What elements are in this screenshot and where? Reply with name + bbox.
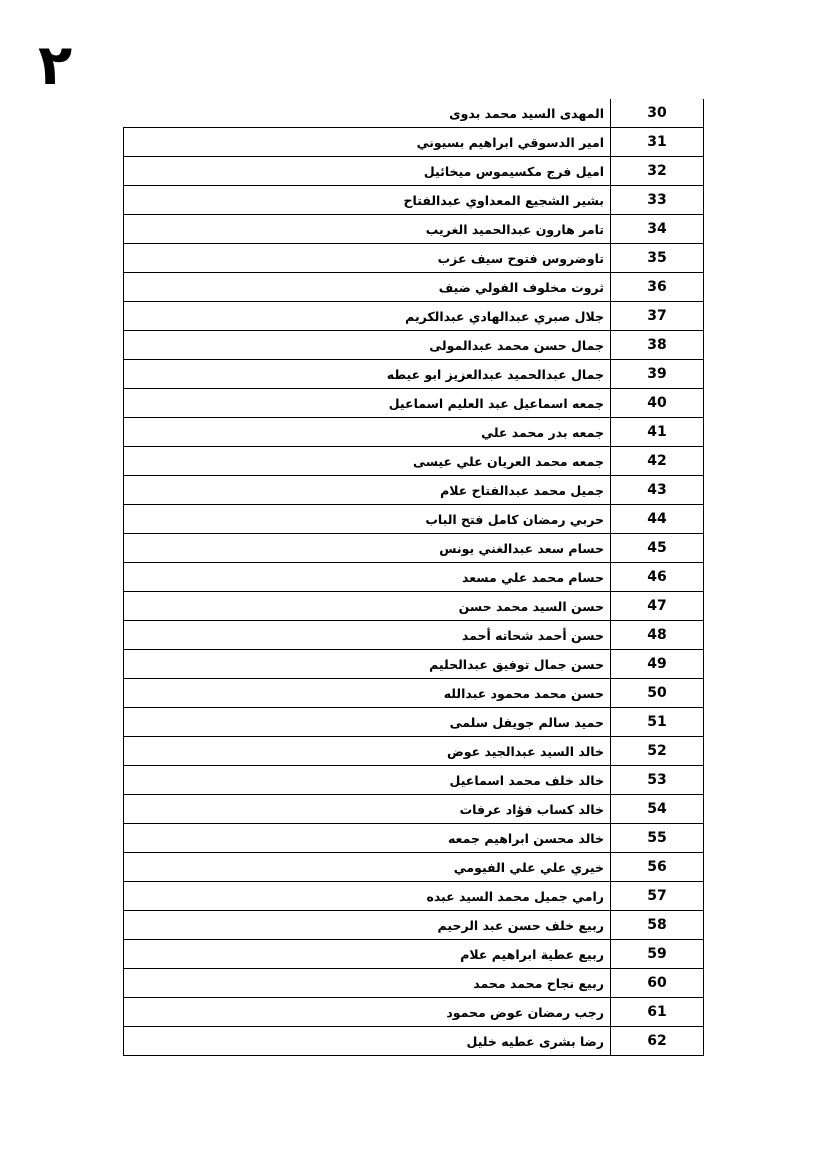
names-table-body	[124, 99, 704, 1056]
row-name: امير الدسوقي ابراهيم بسيوني	[124, 128, 611, 157]
table-row	[124, 157, 704, 186]
row-name: ربيع عطية ابراهيم علام	[124, 940, 611, 969]
table-row	[124, 940, 704, 969]
row-name: جلال صبري عبدالهادي عبدالكريم	[124, 302, 611, 331]
row-name: اميل فرج مكسيموس ميخائيل	[124, 157, 611, 186]
table-row	[124, 650, 704, 679]
row-name: بشير الشجيع المعداوي عبدالفتاح	[124, 186, 611, 215]
row-name: ربيع خلف حسن عبد الرحيم	[124, 911, 611, 940]
row-name: جمال حسن محمد عبدالمولى	[124, 331, 611, 360]
row-name: حسن أحمد شحاته أحمد	[124, 621, 611, 650]
row-name: المهدى السيد محمد بدوى	[124, 99, 611, 128]
row-number: 55	[611, 824, 704, 853]
table-row	[124, 331, 704, 360]
row-number: 45	[611, 534, 704, 563]
table-row	[124, 128, 704, 157]
table-row	[124, 215, 704, 244]
row-number: 47	[611, 592, 704, 621]
table-row	[124, 1027, 704, 1056]
row-number: 58	[611, 911, 704, 940]
table-row	[124, 766, 704, 795]
names-table-container	[123, 99, 704, 1056]
row-name: خالد خلف محمد اسماعيل	[124, 766, 611, 795]
table-row	[124, 824, 704, 853]
row-number: 46	[611, 563, 704, 592]
row-number: 41	[611, 418, 704, 447]
row-number: 42	[611, 447, 704, 476]
row-number: 61	[611, 998, 704, 1027]
row-number: 51	[611, 708, 704, 737]
row-name: خالد كساب فؤاد عرفات	[124, 795, 611, 824]
row-name: حسام محمد علي مسعد	[124, 563, 611, 592]
table-row	[124, 708, 704, 737]
table-row	[124, 795, 704, 824]
row-name: خيري علي علي الفيومي	[124, 853, 611, 882]
row-name: رامي جميل محمد السيد عبده	[124, 882, 611, 911]
table-row	[124, 563, 704, 592]
row-name: حربي رمضان كامل فتح الباب	[124, 505, 611, 534]
row-number: 60	[611, 969, 704, 998]
row-number: 35	[611, 244, 704, 273]
row-name: حميد سالم جويفل سلمى	[124, 708, 611, 737]
table-row	[124, 244, 704, 273]
row-number: 31	[611, 128, 704, 157]
row-number: 38	[611, 331, 704, 360]
row-name: تامر هارون عبدالحميد الغريب	[124, 215, 611, 244]
row-number: 53	[611, 766, 704, 795]
page-number: ٢	[38, 33, 73, 98]
names-table	[123, 99, 704, 1056]
row-number: 50	[611, 679, 704, 708]
table-row	[124, 273, 704, 302]
row-number: 52	[611, 737, 704, 766]
row-name: خالد محسن ابراهيم جمعه	[124, 824, 611, 853]
table-row	[124, 186, 704, 215]
table-row	[124, 621, 704, 650]
row-name: جمعه اسماعيل عبد العليم اسماعيل	[124, 389, 611, 418]
row-number: 44	[611, 505, 704, 534]
table-row	[124, 679, 704, 708]
row-name: حسن جمال توفيق عبدالحليم	[124, 650, 611, 679]
row-number: 34	[611, 215, 704, 244]
table-row	[124, 534, 704, 563]
table-row	[124, 99, 704, 128]
table-row	[124, 505, 704, 534]
row-number: 62	[611, 1027, 704, 1056]
row-name: ثروت مخلوف الفولي ضيف	[124, 273, 611, 302]
row-name: حسام سعد عبدالغني يونس	[124, 534, 611, 563]
row-number: 36	[611, 273, 704, 302]
row-name: جمال عبدالحميد عبدالعزيز ابو عيطه	[124, 360, 611, 389]
table-row	[124, 447, 704, 476]
table-row	[124, 882, 704, 911]
row-name: حسن محمد محمود عبدالله	[124, 679, 611, 708]
row-name: حسن السيد محمد حسن	[124, 592, 611, 621]
table-row	[124, 302, 704, 331]
table-row	[124, 737, 704, 766]
row-name: جمعه بدر محمد علي	[124, 418, 611, 447]
row-name: ربيع نجاح محمد محمد	[124, 969, 611, 998]
table-row	[124, 476, 704, 505]
row-name: رضا بشرى عطيه خليل	[124, 1027, 611, 1056]
table-row	[124, 592, 704, 621]
row-number: 48	[611, 621, 704, 650]
row-name: رجب رمضان عوض محمود	[124, 998, 611, 1027]
row-number: 56	[611, 853, 704, 882]
row-number: 57	[611, 882, 704, 911]
row-name: خالد السيد عبدالجيد عوض	[124, 737, 611, 766]
table-row	[124, 853, 704, 882]
table-row	[124, 998, 704, 1027]
row-number: 54	[611, 795, 704, 824]
row-number: 37	[611, 302, 704, 331]
row-name: جميل محمد عبدالفتاح علام	[124, 476, 611, 505]
row-number: 30	[611, 99, 704, 128]
table-row	[124, 389, 704, 418]
table-row	[124, 969, 704, 998]
row-number: 33	[611, 186, 704, 215]
table-row	[124, 911, 704, 940]
row-number: 32	[611, 157, 704, 186]
row-number: 43	[611, 476, 704, 505]
row-number: 39	[611, 360, 704, 389]
row-number: 40	[611, 389, 704, 418]
row-number: 49	[611, 650, 704, 679]
row-number: 59	[611, 940, 704, 969]
row-name: تاوضروس فتوح سيف عزب	[124, 244, 611, 273]
table-row	[124, 360, 704, 389]
table-row	[124, 418, 704, 447]
row-name: جمعه محمد العريان علي عيسى	[124, 447, 611, 476]
